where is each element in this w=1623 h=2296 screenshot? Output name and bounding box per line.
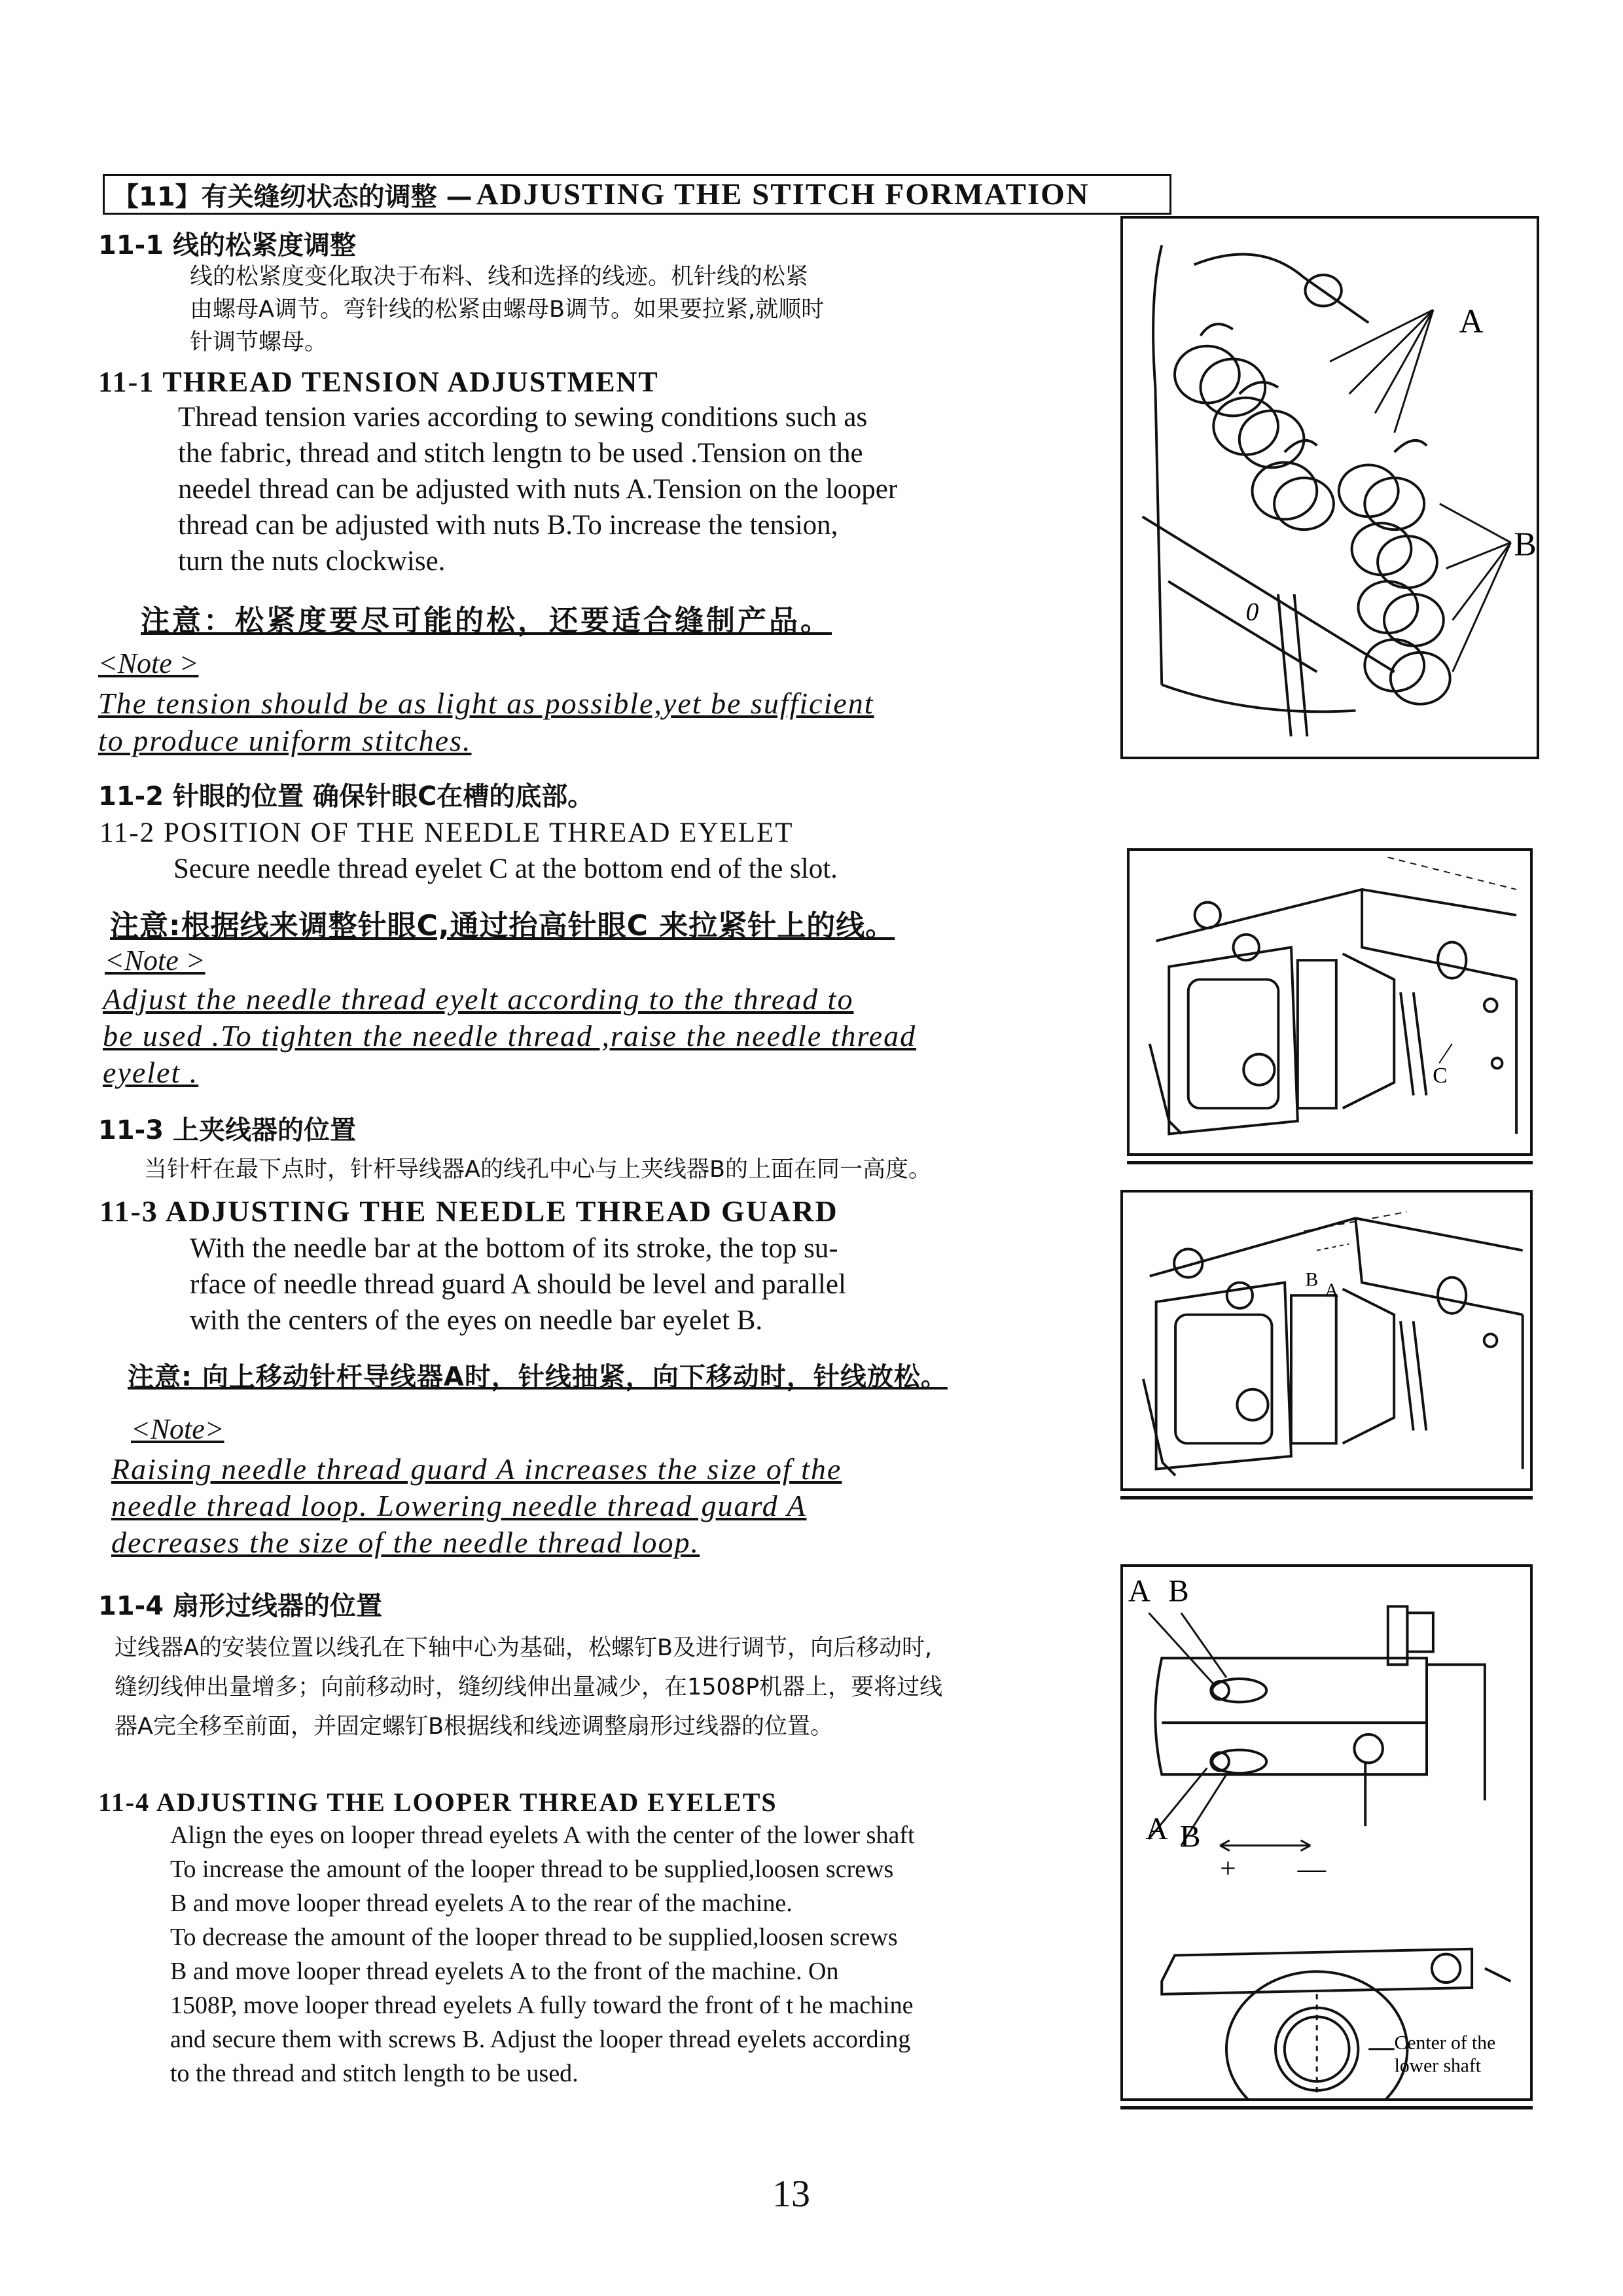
s4-body-en-line: To increase the amount of the looper thread to be supplied,loosen screws: [170, 1856, 894, 1883]
s4-body-zh-line: 器A完全移至前面，并固定螺钉B根据线和线迹调整扇形过线器的位置。: [115, 1713, 833, 1740]
s1-body-en-line: needel thread can be adjusted with nuts A.Tension on the looper: [178, 474, 898, 505]
s4-body-zh: [115, 1628, 942, 1746]
s3-heading-en: 11-3 ADJUSTING THE NEEDLE THREAD GUARD: [99, 1194, 838, 1228]
s3-heading-zh: 11-3 上夹线器的位置: [98, 1115, 357, 1145]
s3-body-en-line: rface of needle thread guard A should be level and parallel: [190, 1269, 846, 1300]
s2-note-zh: 注意:根据线来调整针眼C,通过抬高针眼C 来拉紧针上的线。: [110, 909, 895, 942]
s2-note-en-line: Adjust the needle thread eyelt according to the thread to: [103, 982, 854, 1016]
s1-heading-en: 11-1 THREAD TENSION ADJUSTMENT: [98, 366, 659, 398]
s1-body-en-line: thread can be adjusted with nuts B.To increase the tension,: [178, 510, 838, 541]
s1-body-en: [178, 399, 897, 579]
s2-heading-en: 11-2 POSITION OF THE NEEDLE THREAD EYELET: [99, 817, 794, 848]
s2-body-en: Secure needle thread eyelet C at the bottom end of the slot.: [173, 853, 838, 884]
s4-body-en: [170, 1818, 915, 2090]
tension-nuts-illustration: [1123, 219, 1537, 757]
fig4-label-b-top: B: [1168, 1574, 1189, 1609]
s4-body-en-line: Align the eyes on looper thread eyelets A with the center of the lower shaft: [170, 1821, 915, 1849]
section-title-zh: 【11】有关缝纫状态的调整 —: [113, 181, 473, 212]
fig4-label-a-bottom: A: [1145, 1812, 1168, 1846]
s1-body-en-line: the fabric, thread and stitch lengtn to be used .Tension on the: [178, 438, 863, 469]
s3-note-en-line: decreases the size of the needle thread loop.: [111, 1526, 700, 1559]
fig4-label-b-bottom: B: [1179, 1820, 1201, 1854]
s1-note-en-line: The tension should be as light as possible,yet be sufficient: [98, 687, 874, 720]
s1-body-en-line: turn the nuts clockwise.: [178, 546, 446, 577]
s1-body-zh: [190, 260, 824, 359]
fig2-label-c: C: [1433, 1063, 1448, 1088]
fig4-rule: [1120, 2106, 1533, 2109]
fig3-label-a: A: [1325, 1280, 1339, 1302]
nut-group-b: [1339, 465, 1450, 704]
s4-body-en-line: 1508P, move looper thread eyelets A fully toward the front of t he machine: [170, 1992, 914, 2019]
fig4-label-a-top: A: [1128, 1574, 1151, 1609]
needle-guard-illustration: [1123, 1193, 1530, 1488]
s3-note-head: <Note>: [131, 1413, 224, 1445]
s3-note-en-line: needle thread loop. Lowering needle thread guard A: [111, 1489, 807, 1522]
figure-needle-thread-eyelet: [1127, 848, 1533, 1156]
s3-note-zh: 注意: 向上移动针杆导线器A时，针线抽紧，向下移动时，针线放松。: [128, 1362, 948, 1392]
nut-group-a: [1175, 346, 1334, 529]
s4-body-en-line: B and move looper thread eyelets A to the front of the machine. On: [170, 1958, 839, 1985]
fig2-rule: [1127, 1161, 1533, 1164]
s4-body-zh-line: 过线器A的安装位置以线孔在下轴中心为基础，松螺钉B及进行调节，向后移动时,: [115, 1635, 933, 1661]
s1-body-en-line: Thread tension varies according to sewing conditions such as: [178, 402, 868, 433]
s1-note-zh: 注意：松紧度要尽可能的松，还要适合缝制产品。: [141, 604, 832, 637]
figure-thread-tension: [1120, 216, 1539, 759]
figure-needle-thread-guard: [1120, 1190, 1533, 1491]
section-title-en: ADJUSTING THE STITCH FORMATION: [476, 177, 1090, 211]
s4-body-zh-line: 缝纫线伸出量增多；向前移动时，缝纫线伸出量减少，在1508P机器上，要将过线: [115, 1674, 943, 1700]
s1-body-zh-line: 针调节螺母。: [190, 329, 328, 355]
s3-body-en-line: With the needle bar at the bottom of its stroke, the top su-: [190, 1233, 838, 1264]
needle-eyelet-illustration: [1130, 851, 1530, 1153]
s3-body-zh: 当针杆在最下点时，针杆导线器A的线孔中心与上夹线器B的上面在同一高度。: [144, 1157, 931, 1183]
s1-body-zh-line: 由螺母A调节。弯针线的松紧由螺母B调节。如果要拉紧,就顺时: [190, 296, 825, 323]
fig4-caption-line1: Center of the: [1394, 2032, 1496, 2054]
figure-looper-thread-eyelets: [1120, 1564, 1533, 2101]
fig4-caption-line2: lower shaft: [1394, 2055, 1482, 2077]
s4-body-en-line: B and move looper thread eyelets A to the rear of the machine.: [170, 1890, 793, 1917]
fig3-label-b: B: [1305, 1269, 1319, 1291]
fig1-label-o: 0: [1245, 597, 1259, 626]
fig3-rule: [1120, 1496, 1533, 1499]
s1-note-head: <Note >: [98, 647, 199, 679]
s4-body-en-line: and secure them with screws B. Adjust the looper thread eyelets according: [170, 2026, 911, 2053]
section-title: [103, 174, 1171, 215]
s3-note-en-line: Raising needle thread guard A increases the size of the: [111, 1452, 842, 1486]
fig4-plus: +: [1220, 1853, 1236, 1885]
s4-heading-zh: 11-4 扇形过线器的位置: [98, 1591, 383, 1621]
page-number: 13: [772, 2172, 810, 2215]
fig1-label-a: A: [1459, 303, 1484, 340]
s2-heading-zh: 11-2 针眼的位置 确保针眼C在槽的底部。: [98, 781, 594, 812]
s1-body-zh-line: 线的松紧度变化取决于布料、线和选择的线迹。机针线的松紧: [190, 264, 809, 290]
s2-note-head: <Note >: [105, 944, 205, 977]
s4-body-en-line: to the thread and stitch length to be used.: [170, 2060, 579, 2087]
s3-body-en: [190, 1230, 846, 1338]
s4-body-en-line: To decrease the amount of the looper thread to be supplied,loosen screws: [170, 1924, 898, 1951]
s1-note-en-line: to produce uniform stitches.: [98, 724, 472, 757]
s4-heading-en: 11-4 ADJUSTING THE LOOPER THREAD EYELETS: [98, 1787, 777, 1817]
s1-heading-zh: 11-1 线的松紧度调整: [98, 230, 357, 260]
fig4-minus: —: [1297, 1853, 1327, 1885]
s3-body-en-line: with the centers of the eyes on needle bar eyelet B.: [190, 1305, 763, 1336]
s2-note-en-line: eyelet .: [103, 1056, 199, 1089]
fig1-label-b: B: [1514, 526, 1537, 564]
s2-note-en-line: be used .To tighten the needle thread ,raise the needle thread: [103, 1019, 917, 1052]
looper-eyelets-illustration: [1123, 1567, 1530, 2098]
